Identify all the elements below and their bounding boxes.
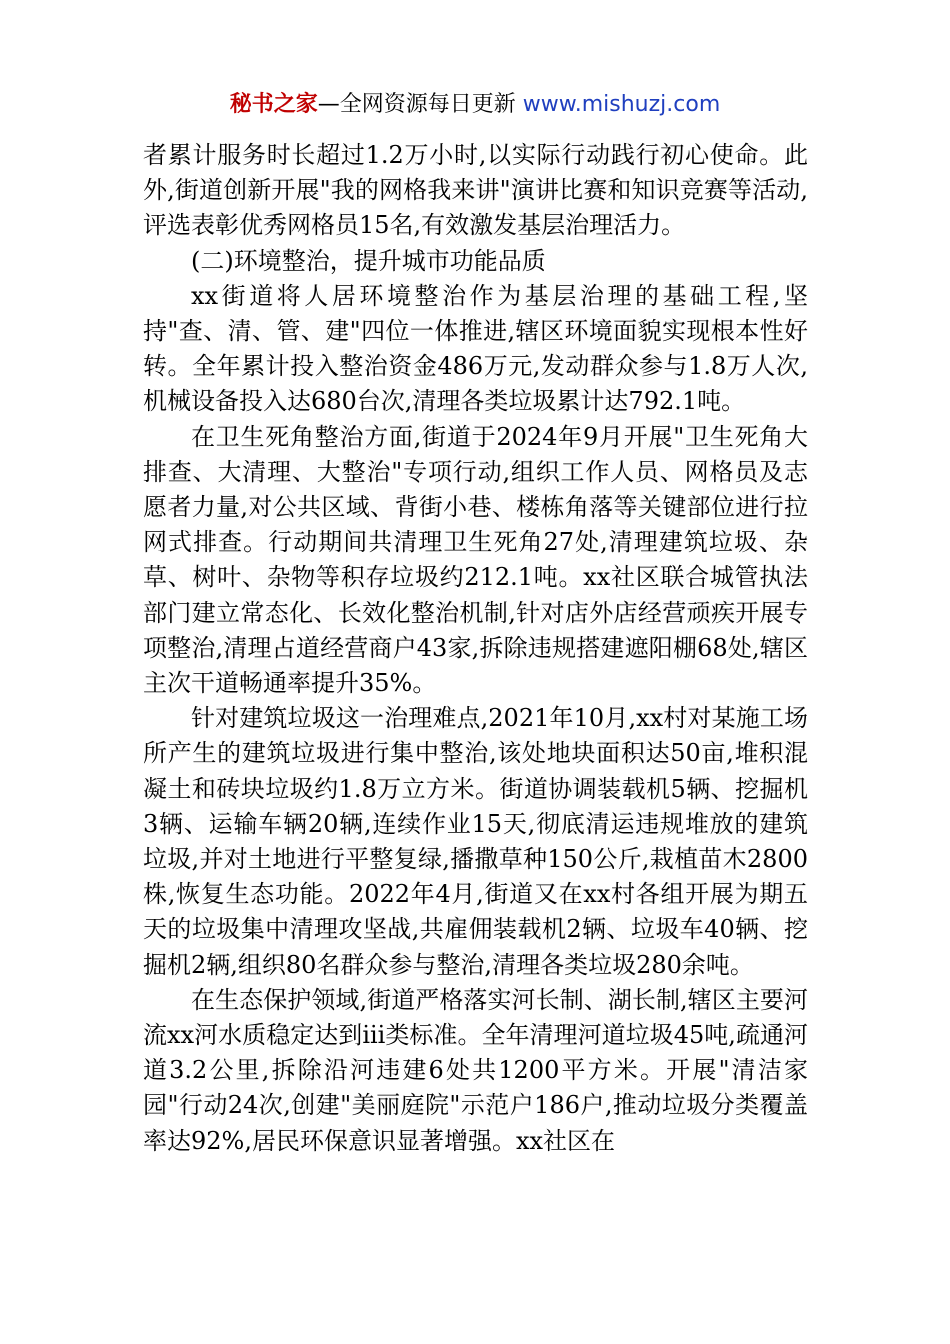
paragraph: 在卫生死角整治方面,街道于2024年9月开展"卫生死角大排查、大清理、大整治"专项行动,组织工作人员、网格员及志愿者力量,对公共区域、背街小巷、楼栋角落等关键部位进行拉网式排查。行动期间共清理卫生死角27处,清理建筑垃圾、杂草、树叶、杂物等积存垃圾约212.1吨。xx社区联合城管执法部门建立常态化、长效化整治机制,针对店外店经营顽疾开展专项整治,清理占道经营商户43家,拆除违规搭建遮阳棚68处,辖区主次干道畅通率提升35%。 (143, 422, 808, 698)
section-heading: (二)环境整治，提升城市功能品质 (191, 246, 546, 275)
paragraph: 针对建筑垃圾这一治理难点,2021年10月,xx村对某施工场所产生的建筑垃圾进行集中整治,该处地块面积达50亩,堆积混凝土和砖块垃圾约1.8万立方米。街道协调装载机5辆、挖掘机3辆、运输车辆20辆,连续作业15天,彻底清运违规堆放的建筑垃圾,并对土地进行平整复绿,播撒草种150公斤,栽植苗木2800株,恢复生态功能。2022年4月,街道又在xx村各组开展为期五天的垃圾集中清理攻坚战,共雇佣装载机2辆、垃圾车40辆、挖掘机2辆,组织80名群众参与整治,清理各类垃圾280余吨。 (143, 704, 808, 979)
document-body (143, 138, 808, 1159)
header-brand: 秘书之家 (229, 92, 318, 117)
paragraph: 在生态保护领域,街道严格落实河长制、湖长制,辖区主要河流xx河水质稳定达到iii类标准。全年清理河道垃圾45吨,疏通河道3.2公里,拆除沿河违建6处共1200平方米。开展"清洁家园"行动24次,创建"美丽庭院"示范户186户,推动垃圾分类覆盖率达92%,居民环保意识显著增强。xx社区在 (143, 985, 808, 1155)
header-tagline: —全网资源每日更新 (317, 92, 516, 117)
header-site-link[interactable]: www.mishuzj.com (522, 92, 721, 117)
page-header (0, 88, 950, 122)
paragraph-continuation: 者累计服务时长超过1.2万小时,以实际行动践行初心使命。此外,街道创新开展"我的网格我来讲"演讲比赛和知识竞赛等活动,评选表彰优秀网格员15名,有效激发基层治理活力。 (143, 141, 808, 240)
paragraph: xx街道将人居环境整治作为基层治理的基础工程,坚持"查、清、管、建"四位一体推进,辖区环境面貌实现根本性好转。全年累计投入整治资金486万元,发动群众参与1.8万人次,机械设备投入达680台次,清理各类垃圾累计达792.1吨。 (143, 281, 808, 416)
